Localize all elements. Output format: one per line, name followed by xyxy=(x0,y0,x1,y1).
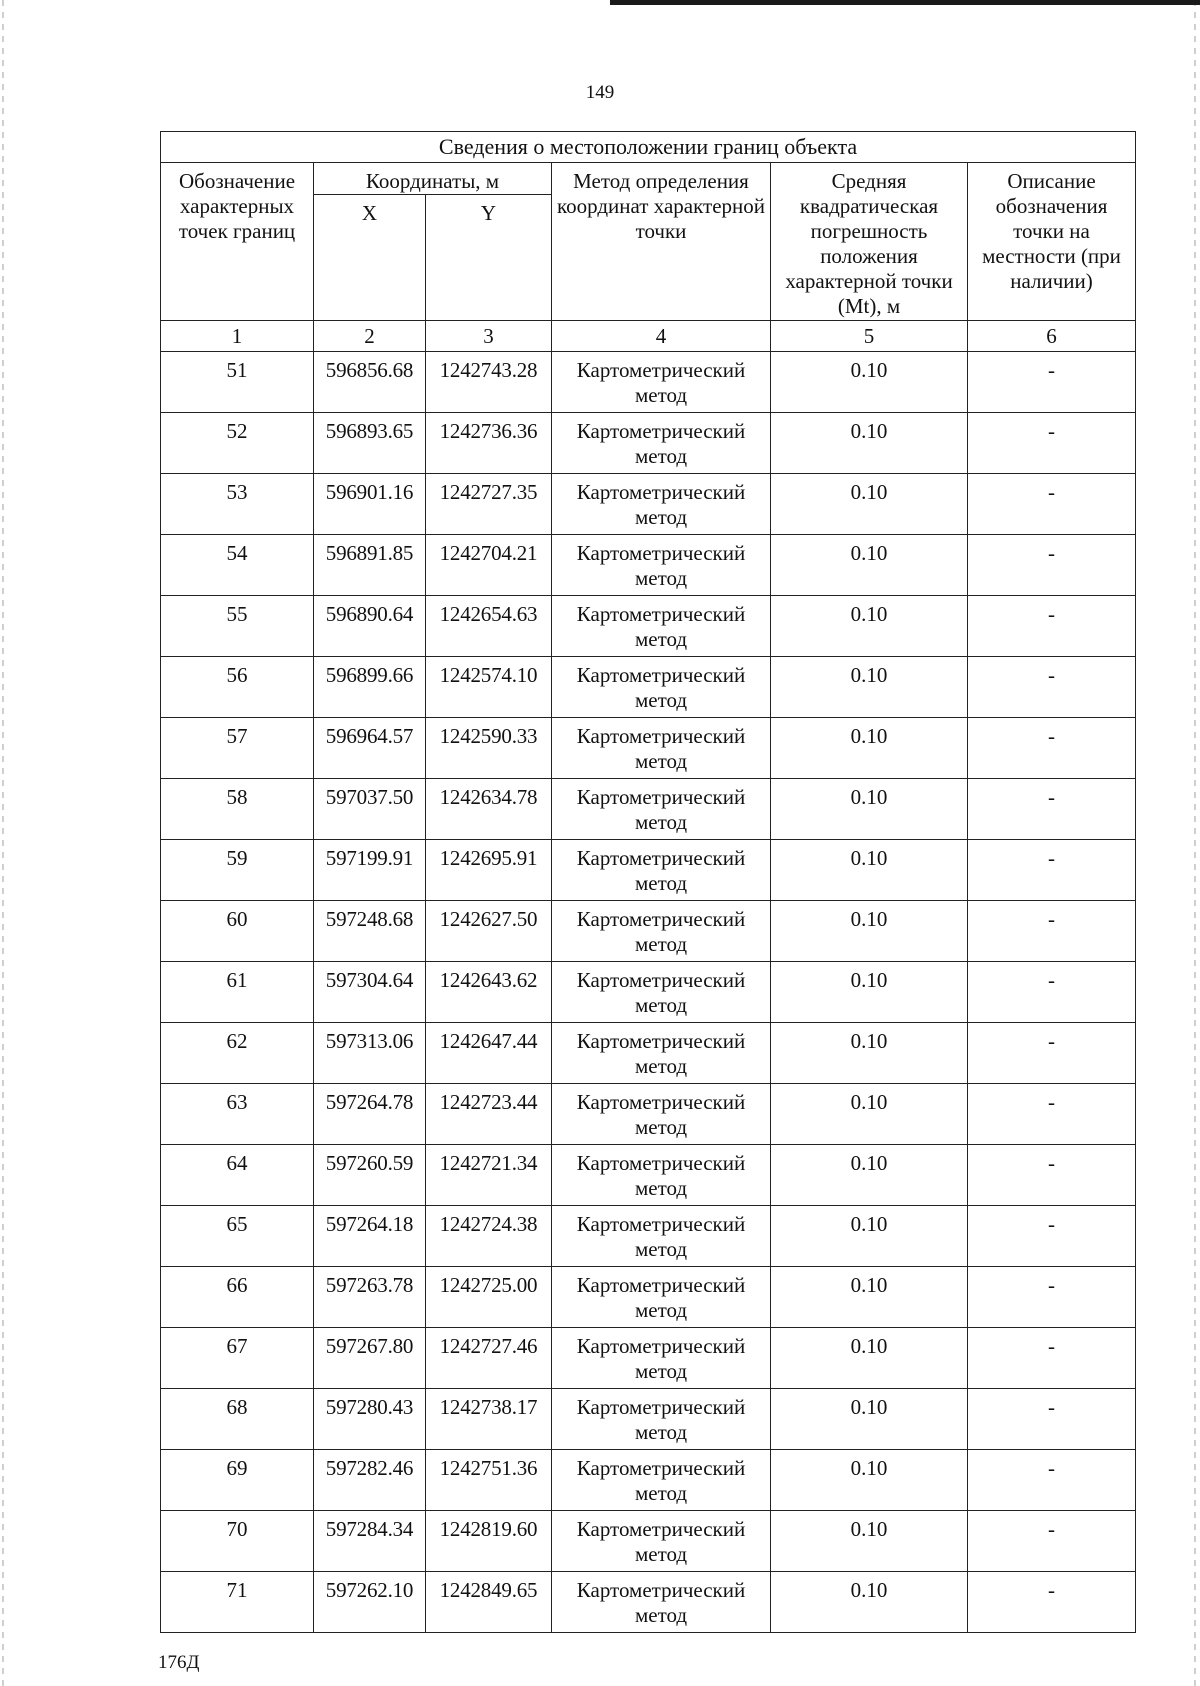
cell-point: 54 xyxy=(161,535,314,596)
cell-x: 596899.66 xyxy=(314,657,426,718)
cell-x: 597313.06 xyxy=(314,1023,426,1084)
cell-y: 1242724.38 xyxy=(426,1206,552,1267)
cell-error: 0.10 xyxy=(771,718,968,779)
cell-description: - xyxy=(968,901,1136,962)
cell-method: Картометрический метод xyxy=(552,413,771,474)
cell-y: 1242727.46 xyxy=(426,1328,552,1389)
column-number: 1 xyxy=(161,321,314,352)
cell-description: - xyxy=(968,474,1136,535)
cell-x: 597267.80 xyxy=(314,1328,426,1389)
cell-y: 1242590.33 xyxy=(426,718,552,779)
cell-description: - xyxy=(968,1572,1136,1633)
cell-description: - xyxy=(968,840,1136,901)
cell-point: 53 xyxy=(161,474,314,535)
cell-method: Картометрический метод xyxy=(552,1145,771,1206)
cell-description: - xyxy=(968,596,1136,657)
cell-y: 1242738.17 xyxy=(426,1389,552,1450)
table-row xyxy=(161,1023,1136,1084)
header-coords: Координаты, м xyxy=(314,163,552,195)
cell-error: 0.10 xyxy=(771,1206,968,1267)
header-error: Средняя квадратическая погрешность положения характерной точки (Mt), м xyxy=(771,163,968,321)
cell-y: 1242695.91 xyxy=(426,840,552,901)
cell-method: Картометрический метод xyxy=(552,1023,771,1084)
cell-error: 0.10 xyxy=(771,1145,968,1206)
cell-method: Картометрический метод xyxy=(552,1206,771,1267)
cell-x: 596891.85 xyxy=(314,535,426,596)
cell-description: - xyxy=(968,1023,1136,1084)
cell-method: Картометрический метод xyxy=(552,1267,771,1328)
cell-point: 58 xyxy=(161,779,314,840)
cell-method: Картометрический метод xyxy=(552,779,771,840)
cell-x: 596890.64 xyxy=(314,596,426,657)
cell-point: 52 xyxy=(161,413,314,474)
table-row xyxy=(161,535,1136,596)
column-number: 2 xyxy=(314,321,426,352)
cell-error: 0.10 xyxy=(771,901,968,962)
cell-method: Картометрический метод xyxy=(552,1450,771,1511)
cell-description: - xyxy=(968,352,1136,413)
top-rule xyxy=(610,0,1200,5)
page-number: 149 xyxy=(585,82,615,103)
table-row xyxy=(161,779,1136,840)
cell-method: Картометрический метод xyxy=(552,1084,771,1145)
table-row xyxy=(161,1328,1136,1389)
cell-error: 0.10 xyxy=(771,1084,968,1145)
cell-x: 597264.78 xyxy=(314,1084,426,1145)
table-row xyxy=(161,1450,1136,1511)
column-number: 3 xyxy=(426,321,552,352)
cell-point: 69 xyxy=(161,1450,314,1511)
table-row xyxy=(161,962,1136,1023)
cell-x: 597037.50 xyxy=(314,779,426,840)
cell-method: Картометрический метод xyxy=(552,1511,771,1572)
cell-x: 597260.59 xyxy=(314,1145,426,1206)
boundary-table xyxy=(160,131,1136,1633)
cell-method: Картометрический метод xyxy=(552,901,771,962)
cell-y: 1242736.36 xyxy=(426,413,552,474)
cell-x: 596856.68 xyxy=(314,352,426,413)
cell-description: - xyxy=(968,1084,1136,1145)
cell-point: 60 xyxy=(161,901,314,962)
cell-method: Картометрический метод xyxy=(552,535,771,596)
cell-y: 1242574.10 xyxy=(426,657,552,718)
cell-y: 1242743.28 xyxy=(426,352,552,413)
cell-y: 1242643.62 xyxy=(426,962,552,1023)
cell-error: 0.10 xyxy=(771,840,968,901)
cell-method: Картометрический метод xyxy=(552,1328,771,1389)
column-number: 4 xyxy=(552,321,771,352)
cell-point: 57 xyxy=(161,718,314,779)
cell-error: 0.10 xyxy=(771,413,968,474)
cell-y: 1242725.00 xyxy=(426,1267,552,1328)
cell-x: 597304.64 xyxy=(314,962,426,1023)
scan-edge-left xyxy=(2,0,4,1686)
table-row xyxy=(161,1206,1136,1267)
header-row xyxy=(161,163,1136,195)
cell-point: 59 xyxy=(161,840,314,901)
cell-point: 68 xyxy=(161,1389,314,1450)
cell-description: - xyxy=(968,413,1136,474)
table-row xyxy=(161,1572,1136,1633)
cell-x: 596893.65 xyxy=(314,413,426,474)
cell-description: - xyxy=(968,779,1136,840)
cell-y: 1242721.34 xyxy=(426,1145,552,1206)
cell-point: 51 xyxy=(161,352,314,413)
cell-error: 0.10 xyxy=(771,1511,968,1572)
cell-description: - xyxy=(968,535,1136,596)
cell-error: 0.10 xyxy=(771,962,968,1023)
cell-error: 0.10 xyxy=(771,1389,968,1450)
cell-description: - xyxy=(968,1511,1136,1572)
cell-error: 0.10 xyxy=(771,1572,968,1633)
table-caption: Сведения о местоположении границ объекта xyxy=(161,132,1136,163)
cell-description: - xyxy=(968,1145,1136,1206)
cell-x: 597284.34 xyxy=(314,1511,426,1572)
cell-error: 0.10 xyxy=(771,657,968,718)
scan-edge-right xyxy=(1194,0,1196,1686)
cell-method: Картометрический метод xyxy=(552,474,771,535)
cell-error: 0.10 xyxy=(771,1450,968,1511)
cell-point: 63 xyxy=(161,1084,314,1145)
column-number-row xyxy=(161,321,1136,352)
cell-description: - xyxy=(968,1328,1136,1389)
cell-method: Картометрический метод xyxy=(552,962,771,1023)
cell-point: 55 xyxy=(161,596,314,657)
header-description: Описание обозначения точки на местности (при наличии) xyxy=(968,163,1136,321)
table-body xyxy=(161,352,1136,1633)
cell-description: - xyxy=(968,1389,1136,1450)
cell-method: Картометрический метод xyxy=(552,718,771,779)
footer-code: 176Д xyxy=(158,1652,200,1673)
cell-y: 1242819.60 xyxy=(426,1511,552,1572)
cell-y: 1242627.50 xyxy=(426,901,552,962)
table-row xyxy=(161,840,1136,901)
cell-method: Картометрический метод xyxy=(552,1572,771,1633)
column-number: 5 xyxy=(771,321,968,352)
cell-x: 597199.91 xyxy=(314,840,426,901)
cell-method: Картометрический метод xyxy=(552,1389,771,1450)
table-row xyxy=(161,718,1136,779)
table-head xyxy=(161,132,1136,352)
table-row xyxy=(161,1084,1136,1145)
cell-method: Картометрический метод xyxy=(552,596,771,657)
cell-error: 0.10 xyxy=(771,1267,968,1328)
cell-error: 0.10 xyxy=(771,535,968,596)
cell-point: 64 xyxy=(161,1145,314,1206)
cell-y: 1242849.65 xyxy=(426,1572,552,1633)
cell-point: 71 xyxy=(161,1572,314,1633)
cell-point: 56 xyxy=(161,657,314,718)
cell-description: - xyxy=(968,1206,1136,1267)
table-row xyxy=(161,1145,1136,1206)
cell-x: 597280.43 xyxy=(314,1389,426,1450)
cell-description: - xyxy=(968,962,1136,1023)
cell-x: 596964.57 xyxy=(314,718,426,779)
cell-method: Картометрический метод xyxy=(552,352,771,413)
cell-y: 1242634.78 xyxy=(426,779,552,840)
cell-error: 0.10 xyxy=(771,474,968,535)
cell-description: - xyxy=(968,1267,1136,1328)
header-point: Обозначение характерных точек границ xyxy=(161,163,314,321)
cell-method: Картометрический метод xyxy=(552,657,771,718)
cell-y: 1242723.44 xyxy=(426,1084,552,1145)
table-row xyxy=(161,1389,1136,1450)
table-row xyxy=(161,1511,1136,1572)
table-row xyxy=(161,657,1136,718)
caption-row xyxy=(161,132,1136,163)
cell-error: 0.10 xyxy=(771,1328,968,1389)
table-row xyxy=(161,474,1136,535)
cell-description: - xyxy=(968,657,1136,718)
table-row xyxy=(161,352,1136,413)
cell-error: 0.10 xyxy=(771,352,968,413)
cell-x: 597263.78 xyxy=(314,1267,426,1328)
cell-y: 1242647.44 xyxy=(426,1023,552,1084)
cell-error: 0.10 xyxy=(771,779,968,840)
cell-x: 597248.68 xyxy=(314,901,426,962)
cell-point: 61 xyxy=(161,962,314,1023)
cell-description: - xyxy=(968,718,1136,779)
cell-description: - xyxy=(968,1450,1136,1511)
table-row xyxy=(161,901,1136,962)
cell-point: 70 xyxy=(161,1511,314,1572)
cell-point: 67 xyxy=(161,1328,314,1389)
cell-x: 597264.18 xyxy=(314,1206,426,1267)
cell-point: 62 xyxy=(161,1023,314,1084)
table-row xyxy=(161,1267,1136,1328)
cell-error: 0.10 xyxy=(771,1023,968,1084)
table-row xyxy=(161,596,1136,657)
cell-point: 65 xyxy=(161,1206,314,1267)
cell-y: 1242704.21 xyxy=(426,535,552,596)
header-x: X xyxy=(314,195,426,321)
cell-point: 66 xyxy=(161,1267,314,1328)
header-y: Y xyxy=(426,195,552,321)
cell-x: 597262.10 xyxy=(314,1572,426,1633)
cell-y: 1242727.35 xyxy=(426,474,552,535)
cell-y: 1242654.63 xyxy=(426,596,552,657)
header-method: Метод определения координат характерной точки xyxy=(552,163,771,321)
cell-error: 0.10 xyxy=(771,596,968,657)
cell-method: Картометрический метод xyxy=(552,840,771,901)
cell-x: 596901.16 xyxy=(314,474,426,535)
cell-y: 1242751.36 xyxy=(426,1450,552,1511)
column-number: 6 xyxy=(968,321,1136,352)
table-row xyxy=(161,413,1136,474)
cell-x: 597282.46 xyxy=(314,1450,426,1511)
